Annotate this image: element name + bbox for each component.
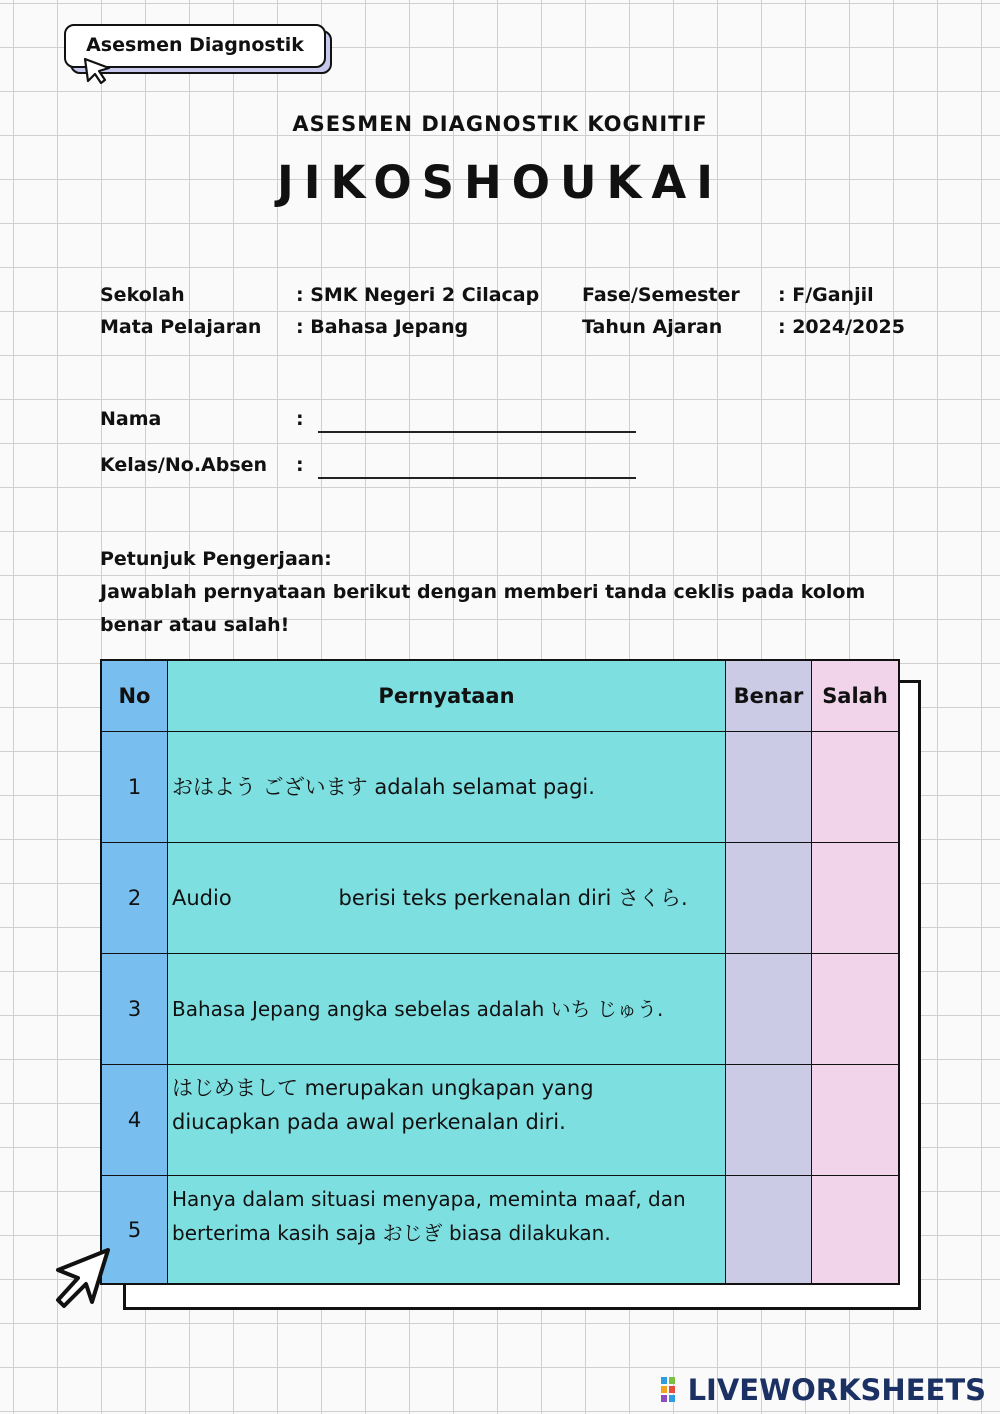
statement-line: おはよう ございます adalah selamat pagi.: [172, 775, 595, 799]
statement-cell: [167, 953, 726, 1065]
header-salah: Salah: [811, 660, 899, 732]
liveworksheets-icon: [661, 1377, 685, 1403]
class-label: Kelas/No.Absen: [100, 454, 268, 476]
statement-cell: [167, 1064, 726, 1176]
row-number: 5: [101, 1175, 168, 1284]
statement-line: Hanya dalam situasi menyapa, meminta maaf, dan: [172, 1187, 686, 1211]
statement-line: Bahasa Jepang angka sebelas adalah いち じゅう.: [172, 997, 664, 1021]
statement-line: はじめまして merupakan ungkapan yang: [172, 1076, 594, 1100]
year-value: : 2024/2025: [778, 316, 905, 338]
salah-checkbox[interactable]: [811, 1064, 899, 1176]
page-title: JIKOSHOUKAI: [277, 156, 723, 209]
class-input-line[interactable]: [318, 477, 636, 479]
school-label: Sekolah: [100, 284, 185, 306]
row-number: 3: [101, 953, 168, 1065]
name-label: Nama: [100, 408, 162, 430]
subject-value: : Bahasa Jepang: [296, 316, 469, 338]
benar-checkbox[interactable]: [725, 842, 812, 954]
statement-cell: [167, 1175, 726, 1284]
class-colon: :: [296, 454, 304, 476]
liveworksheets-text: LIVEWORKSHEETS: [687, 1373, 986, 1407]
answer-table: [100, 659, 900, 1285]
cursor-icon: [82, 56, 112, 86]
badge: Asesmen Diagnostik: [64, 24, 326, 68]
benar-checkbox[interactable]: [725, 731, 812, 843]
statement-cell: [167, 842, 726, 954]
subject-label: Mata Pelajaran: [100, 316, 262, 338]
header-statement: Pernyataan: [167, 660, 726, 732]
instructions-line2: benar atau salah!: [100, 614, 290, 636]
benar-checkbox[interactable]: [725, 1064, 812, 1176]
benar-checkbox[interactable]: [725, 1175, 812, 1284]
row-number: 1: [101, 731, 168, 843]
statement-cell: [167, 731, 726, 843]
salah-checkbox[interactable]: [811, 1175, 899, 1284]
liveworksheets-logo: [661, 1373, 986, 1407]
large-cursor-icon: [50, 1244, 116, 1310]
statement-line: berterima kasih saja おじぎ biasa dilakukan.: [172, 1221, 611, 1245]
benar-checkbox[interactable]: [725, 953, 812, 1065]
salah-checkbox[interactable]: [811, 953, 899, 1065]
phase-label: Fase/Semester: [582, 284, 740, 306]
row-number: 4: [101, 1064, 168, 1176]
header-no: No: [101, 660, 168, 732]
phase-value: : F/Ganjil: [778, 284, 874, 306]
name-input-line[interactable]: [318, 431, 636, 433]
instructions-line1: Jawablah pernyataan berikut dengan memberi tanda ceklis pada kolom: [100, 581, 866, 603]
header-benar: Benar: [725, 660, 812, 732]
year-label: Tahun Ajaran: [582, 316, 723, 338]
statement-line: diucapkan pada awal perkenalan diri.: [172, 1110, 566, 1134]
school-value: : SMK Negeri 2 Cilacap: [296, 284, 540, 306]
instructions-title: Petunjuk Pengerjaan:: [100, 548, 332, 570]
subtitle: ASESMEN DIAGNOSTIK KOGNITIF: [292, 112, 708, 136]
salah-checkbox[interactable]: [811, 731, 899, 843]
salah-checkbox[interactable]: [811, 842, 899, 954]
name-colon: :: [296, 408, 304, 430]
statement-line: Audio berisi teks perkenalan diri さくら.: [172, 886, 688, 910]
row-number: 2: [101, 842, 168, 954]
